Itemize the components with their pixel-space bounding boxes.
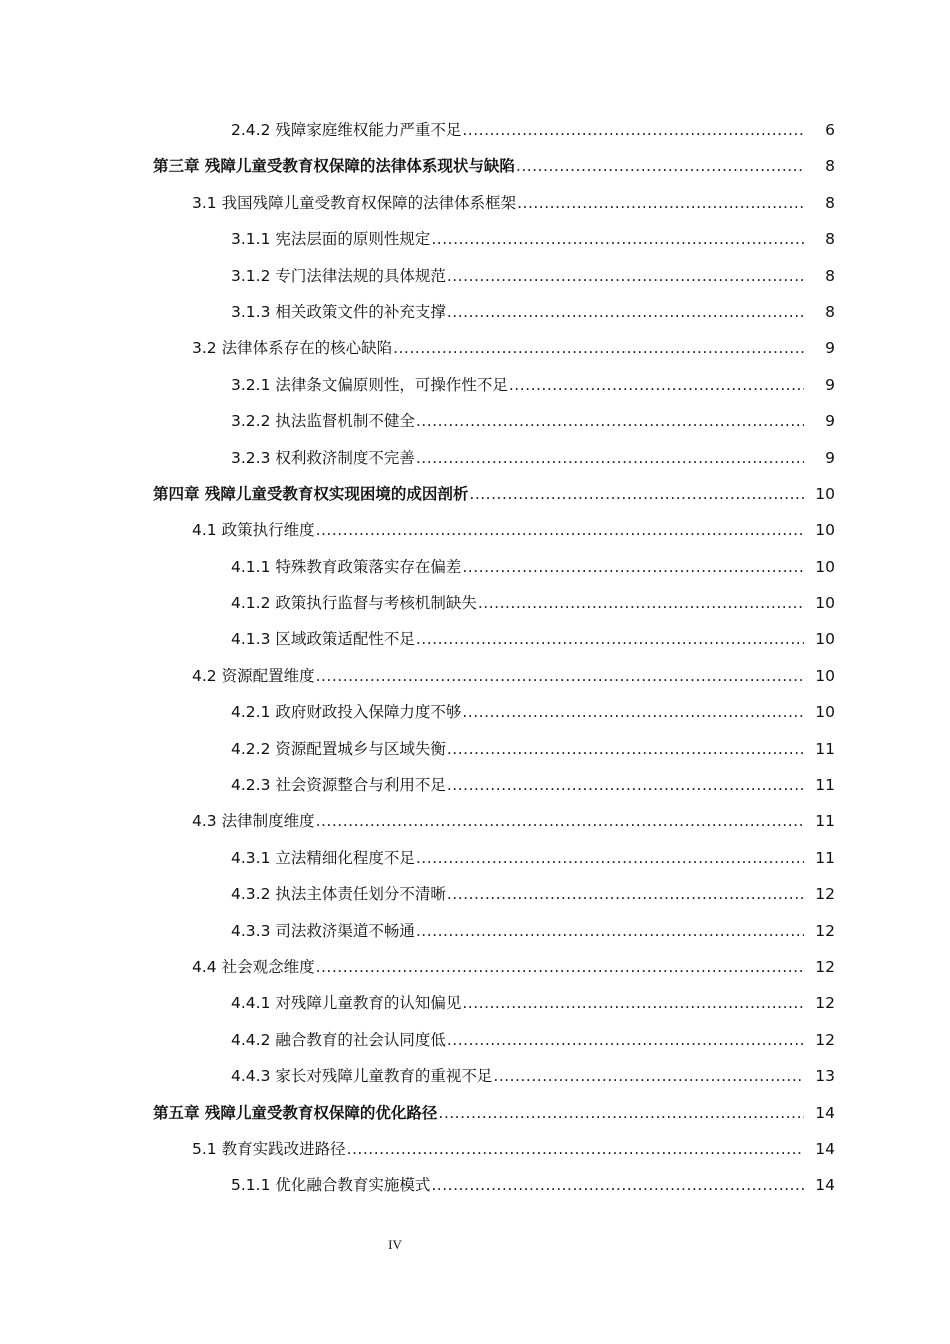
- toc-entry-title: 4.1.2 政策执行监督与考核机制缺失: [231, 594, 477, 613]
- toc-entry[interactable]: [0, 583, 950, 619]
- toc-dot-leader: [469, 485, 804, 503]
- toc-entry[interactable]: [0, 1165, 950, 1201]
- toc-entry-page: 12: [815, 921, 835, 940]
- toc-entry-page: 14: [815, 1103, 835, 1122]
- toc-entry-page: 14: [815, 1176, 835, 1195]
- toc-dot-leader: [416, 922, 804, 940]
- toc-dot-leader: [316, 958, 804, 976]
- toc-entry-title: 3.1.1 宪法层面的原则性规定: [231, 230, 431, 249]
- toc-entry-title: 4.3.3 司法救济渠道不畅通: [231, 921, 415, 940]
- toc-entry-title: 4.1.1 特殊教育政策落实存在偏差: [231, 557, 462, 576]
- toc-entry[interactable]: [0, 510, 950, 546]
- toc-entry-page: 11: [815, 776, 835, 795]
- toc-entry-title: 4.2.1 政府财政投入保障力度不够: [231, 703, 462, 722]
- toc-entry[interactable]: [0, 183, 950, 219]
- toc-entry-page: 8: [825, 193, 835, 212]
- toc-entry-page: 12: [815, 885, 835, 904]
- toc-entry[interactable]: [0, 110, 950, 146]
- toc-entry-page: 6: [825, 121, 835, 139]
- toc-dot-leader: [447, 740, 804, 758]
- toc-entry-page: 10: [815, 484, 835, 503]
- toc-entry-page: 11: [815, 812, 835, 831]
- toc-entry[interactable]: [0, 656, 950, 692]
- toc-dot-leader: [516, 157, 804, 175]
- toc-entry-title: 3.2.2 执法监督机制不健全: [231, 412, 415, 431]
- toc-entry-title: 4.3.2 执法主体责任划分不清晰: [231, 885, 446, 904]
- toc-entry-title: 第五章 残障儿童受教育权保障的优化路径: [153, 1103, 438, 1122]
- toc-entry[interactable]: [0, 146, 950, 182]
- toc-dot-leader: [316, 667, 804, 685]
- toc-entry[interactable]: [0, 911, 950, 947]
- toc-entry[interactable]: [0, 947, 950, 983]
- toc-entry[interactable]: [0, 474, 950, 510]
- toc-entry-page: 8: [825, 302, 835, 321]
- toc-entry-page: 12: [815, 1030, 835, 1049]
- toc-dot-leader: [493, 1067, 804, 1085]
- toc-entry-title: 4.2 资源配置维度: [192, 666, 315, 685]
- toc-dot-leader: [431, 1176, 804, 1194]
- toc-entry-title: 4.1 政策执行维度: [192, 521, 315, 540]
- toc-entry-title: 3.1 我国残障儿童受教育权保障的法律体系框架: [192, 193, 517, 212]
- toc-entry[interactable]: [0, 692, 950, 728]
- toc-entry[interactable]: [0, 1093, 950, 1129]
- toc-dot-leader: [393, 339, 804, 357]
- toc-entry-page: 9: [825, 375, 835, 394]
- toc-entry-page: 12: [815, 957, 835, 976]
- toc-entry-title: 4.4.2 融合教育的社会认同度低: [231, 1030, 446, 1049]
- toc-entry-title: 第四章 残障儿童受教育权实现困境的成因剖析: [153, 484, 469, 503]
- toc-entry[interactable]: [0, 401, 950, 437]
- toc-entry[interactable]: [0, 983, 950, 1019]
- toc-entry-page: 10: [815, 521, 835, 540]
- toc-entry[interactable]: [0, 547, 950, 583]
- toc-dot-leader: [431, 230, 804, 248]
- toc-entry-page: 10: [815, 594, 835, 613]
- toc-dot-leader: [438, 1104, 804, 1122]
- toc-entry[interactable]: [0, 874, 950, 910]
- toc-dot-leader: [462, 994, 804, 1012]
- toc-entry[interactable]: [0, 838, 950, 874]
- toc-dot-leader: [316, 521, 804, 539]
- toc-entry[interactable]: [0, 365, 950, 401]
- toc-dot-leader: [447, 1031, 804, 1049]
- toc-entry[interactable]: [0, 1056, 950, 1092]
- toc-entry[interactable]: [0, 219, 950, 255]
- toc-entry-title: 4.3.1 立法精细化程度不足: [231, 848, 415, 867]
- toc-dot-leader: [416, 630, 804, 648]
- toc-entry-page: 11: [815, 739, 835, 758]
- toc-entry[interactable]: [0, 438, 950, 474]
- table-of-contents: [0, 110, 950, 1202]
- toc-dot-leader: [416, 449, 804, 467]
- toc-entry[interactable]: [0, 1129, 950, 1165]
- toc-entry-page: 13: [815, 1067, 835, 1086]
- toc-entry-title: 4.2.3 社会资源整合与利用不足: [231, 776, 446, 795]
- toc-dot-leader: [462, 558, 804, 576]
- toc-entry-page: 10: [815, 557, 835, 576]
- toc-entry[interactable]: [0, 801, 950, 837]
- toc-entry-page: 12: [815, 994, 835, 1013]
- toc-entry[interactable]: [0, 619, 950, 655]
- toc-entry-page: 11: [815, 848, 835, 867]
- toc-entry-page: 9: [825, 339, 835, 358]
- toc-entry-title: 第三章 残障儿童受教育权保障的法律体系现状与缺陷: [153, 157, 515, 176]
- toc-entry-title: 2.4.2 残障家庭维权能力严重不足: [231, 121, 462, 139]
- toc-dot-leader: [416, 849, 804, 867]
- toc-entry-title: 4.4 社会观念维度: [192, 957, 315, 976]
- toc-entry[interactable]: [0, 256, 950, 292]
- toc-dot-leader: [462, 121, 804, 139]
- toc-entry-title: 3.2.3 权利救济制度不完善: [231, 448, 415, 467]
- toc-entry-title: 4.3 法律制度维度: [192, 812, 315, 831]
- toc-dot-leader: [447, 303, 804, 321]
- toc-dot-leader: [447, 267, 804, 285]
- toc-entry[interactable]: [0, 1020, 950, 1056]
- toc-entry-page: 10: [815, 630, 835, 649]
- toc-entry-title: 3.1.3 相关政策文件的补充支撑: [231, 302, 446, 321]
- toc-dot-leader: [462, 703, 804, 721]
- toc-entry-page: 8: [825, 157, 835, 176]
- toc-entry[interactable]: [0, 729, 950, 765]
- toc-dot-leader: [447, 776, 804, 794]
- toc-entry-title: 5.1 教育实践改进路径: [192, 1139, 346, 1158]
- toc-entry[interactable]: [0, 765, 950, 801]
- toc-dot-leader: [478, 594, 804, 612]
- toc-entry-title: 3.2.1 法律条文偏原则性，可操作性不足: [231, 375, 508, 394]
- toc-entry-title: 5.1.1 优化融合教育实施模式: [231, 1176, 431, 1195]
- toc-entry-page: 8: [825, 266, 835, 285]
- toc-entry-page: 9: [825, 412, 835, 431]
- toc-entry-page: 9: [825, 448, 835, 467]
- toc-entry-page: 8: [825, 230, 835, 249]
- toc-entry-title: 4.2.2 资源配置城乡与区域失衡: [231, 739, 446, 758]
- toc-entry-title: 3.1.2 专门法律法规的具体规范: [231, 266, 446, 285]
- toc-dot-leader: [347, 1140, 804, 1158]
- toc-dot-leader: [447, 885, 804, 903]
- toc-entry-title: 4.1.3 区域政策适配性不足: [231, 630, 415, 649]
- toc-entry-title: 4.4.3 家长对残障儿童教育的重视不足: [231, 1067, 493, 1086]
- toc-entry-page: 14: [815, 1139, 835, 1158]
- page-number: IV: [388, 1237, 402, 1252]
- toc-dot-leader: [517, 194, 804, 212]
- toc-entry[interactable]: [0, 328, 950, 364]
- toc-entry-title: 4.4.1 对残障儿童教育的认知偏见: [231, 994, 462, 1013]
- toc-entry-title: 3.2 法律体系存在的核心缺陷: [192, 339, 393, 358]
- toc-entry-page: 10: [815, 666, 835, 685]
- toc-dot-leader: [316, 812, 804, 830]
- toc-dot-leader: [416, 412, 804, 430]
- toc-entry-page: 10: [815, 703, 835, 722]
- toc-dot-leader: [509, 376, 804, 394]
- toc-entry[interactable]: [0, 292, 950, 328]
